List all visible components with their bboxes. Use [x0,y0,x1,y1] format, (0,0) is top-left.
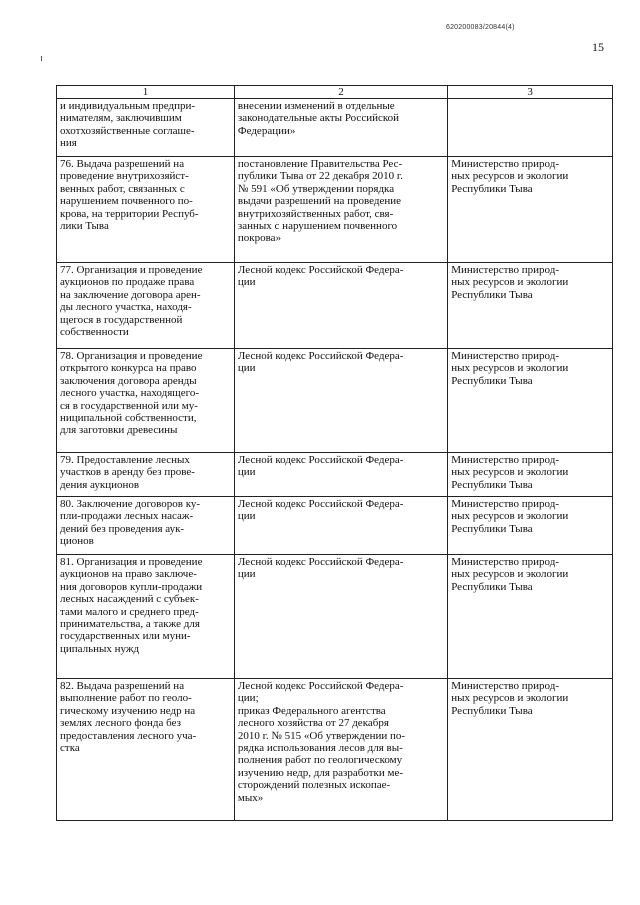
legal-basis-cell: Лесной кодекс Российской Федера- ции; приказ Федерального агентства лесного хозяйства от 27 декабря 2010 г. № 515 «Об утверждении по- рядка использования лесов для вы- полнения работ по геологическому изучению недр, для разработки ме- сторождений полезных ископае- мых» [234,679,447,821]
service-cell: 79. Предоставление лесных участков в аренду без прове- дения аукционов [57,453,235,497]
service-cell: 77. Организация и проведение аукционов по продаже права на заключение договора арен- ды лесного участка, находя- щегося в государственной собственности [57,263,235,349]
legal-basis-cell: Лесной кодекс Российской Федера- ции [234,453,447,497]
legal-basis-cell: внесении изменений в отдельные законодательные акты Российской Федерации» [234,99,447,157]
service-cell: 82. Выдача разрешений на выполнение работ по геоло- гическому изучению недр на землях лесного фонда без предоставления лесного уча- стка [57,679,235,821]
authority-cell: Министерство природ- ных ресурсов и экологии Республики Тыва [448,157,613,263]
service-cell: 76. Выдача разрешений на проведение внутрихозяйст- венных работ, связанных с нарушением почвенного по- крова, на территории Респуб- лики Тыва [57,157,235,263]
service-cell: и индивидуальным предпри- нимателям, заключившим охотхозяйственные соглаше- ния [57,99,235,157]
table-row [57,679,613,821]
margin-mark [41,56,42,61]
legal-basis-cell: Лесной кодекс Российской Федера- ции [234,349,447,453]
authority-cell [448,99,613,157]
table-row [57,263,613,349]
legal-basis-cell: Лесной кодекс Российской Федера- ции [234,555,447,679]
authority-cell: Министерство природ- ных ресурсов и экологии Республики Тыва [448,679,613,821]
column-header-1: 1 [57,86,235,99]
authority-cell: Министерство природ- ных ресурсов и экологии Республики Тыва [448,497,613,555]
document-id: 620200083/20844(4) [446,24,515,31]
column-header-2: 2 [234,86,447,99]
legal-basis-cell: постановление Правительства Рес- публики Тыва от 22 декабря 2010 г. № 591 «Об утверждении порядка выдачи разрешений на проведение внутрихозяйственных работ, свя- занных с нарушением почвенного покрова» [234,157,447,263]
legal-basis-cell: Лесной кодекс Российской Федера- ции [234,263,447,349]
table-header-row [57,86,613,99]
authority-cell: Министерство природ- ных ресурсов и экологии Республики Тыва [448,349,613,453]
service-cell: 81. Организация и проведение аукционов на право заключе- ния договоров купли-продажи лесных насаждений с субъек- тами малого и среднего пред- принимательства, а также для государственных или муни- ципальных нужд [57,555,235,679]
service-cell: 78. Организация и проведение открытого конкурса на право заключения договора аренды лесного участка, находящего- ся в государственной или му- ниципальной собственности, для заготовки древесины [57,349,235,453]
services-table [56,85,613,821]
authority-cell: Министерство природ- ных ресурсов и экологии Республики Тыва [448,555,613,679]
table-row [57,555,613,679]
table-row [57,157,613,263]
table-row [57,99,613,157]
table-row [57,349,613,453]
column-header-3: 3 [448,86,613,99]
legal-basis-cell: Лесной кодекс Российской Федера- ции [234,497,447,555]
authority-cell: Министерство природ- ных ресурсов и экологии Республики Тыва [448,453,613,497]
service-cell: 80. Заключение договоров ку- пли-продажи лесных насаж- дений без проведения аук- ционов [57,497,235,555]
authority-cell: Министерство природ- ных ресурсов и экологии Республики Тыва [448,263,613,349]
table-row [57,497,613,555]
page-number: 15 [592,40,604,54]
table-row [57,453,613,497]
